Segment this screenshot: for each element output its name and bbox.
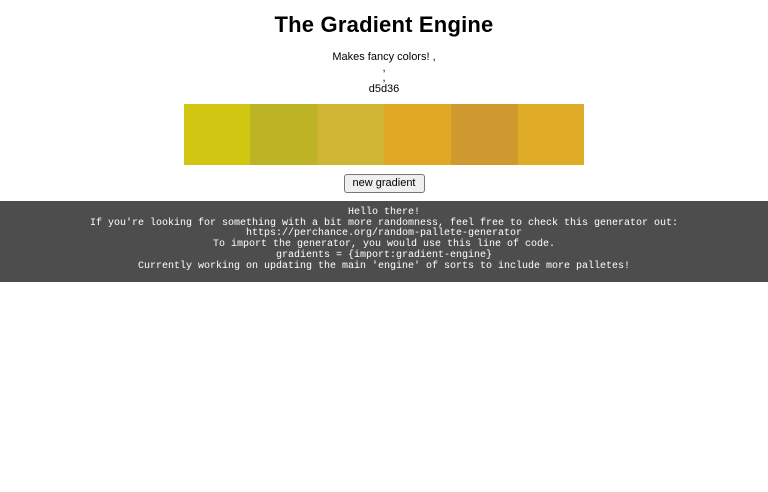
- footer-import-hint: To import the generator, you would use this line of code.: [212, 239, 556, 251]
- gradient-swatch: [451, 104, 518, 165]
- footer-greeting: Hello there!: [347, 206, 420, 218]
- footer-import-code: gradients = {import:gradient-engine}: [275, 250, 493, 261]
- subtitle-line: Makes fancy colors! ,: [332, 51, 436, 63]
- gradient-swatch: [184, 104, 251, 165]
- page-title: The Gradient Engine: [274, 12, 494, 37]
- gradient-swatch: [384, 104, 451, 165]
- gradient-swatch: [317, 104, 384, 165]
- footer: [0, 201, 768, 282]
- gradient-bar: [184, 104, 585, 165]
- new-gradient-button[interactable]: new gradient: [344, 174, 425, 193]
- gradient-swatch: [250, 104, 317, 165]
- page: [0, 12, 768, 282]
- footer-status-note: Currently working on updating the main 'engine' of sorts to include more palletes!: [137, 260, 631, 272]
- subtitle: [0, 52, 768, 95]
- subtitle-line: ,: [382, 61, 386, 74]
- footer-info: If you're looking for something with a bit more randomness, feel free to check this generator out:: [89, 217, 679, 229]
- subtitle-line: ,: [382, 72, 386, 85]
- footer-generator-url: https://perchance.org/random-pallete-generator: [245, 228, 523, 240]
- gradient-swatch: [518, 104, 585, 165]
- button-row: [0, 173, 768, 190]
- subtitle-color-code: d5d36: [368, 83, 400, 96]
